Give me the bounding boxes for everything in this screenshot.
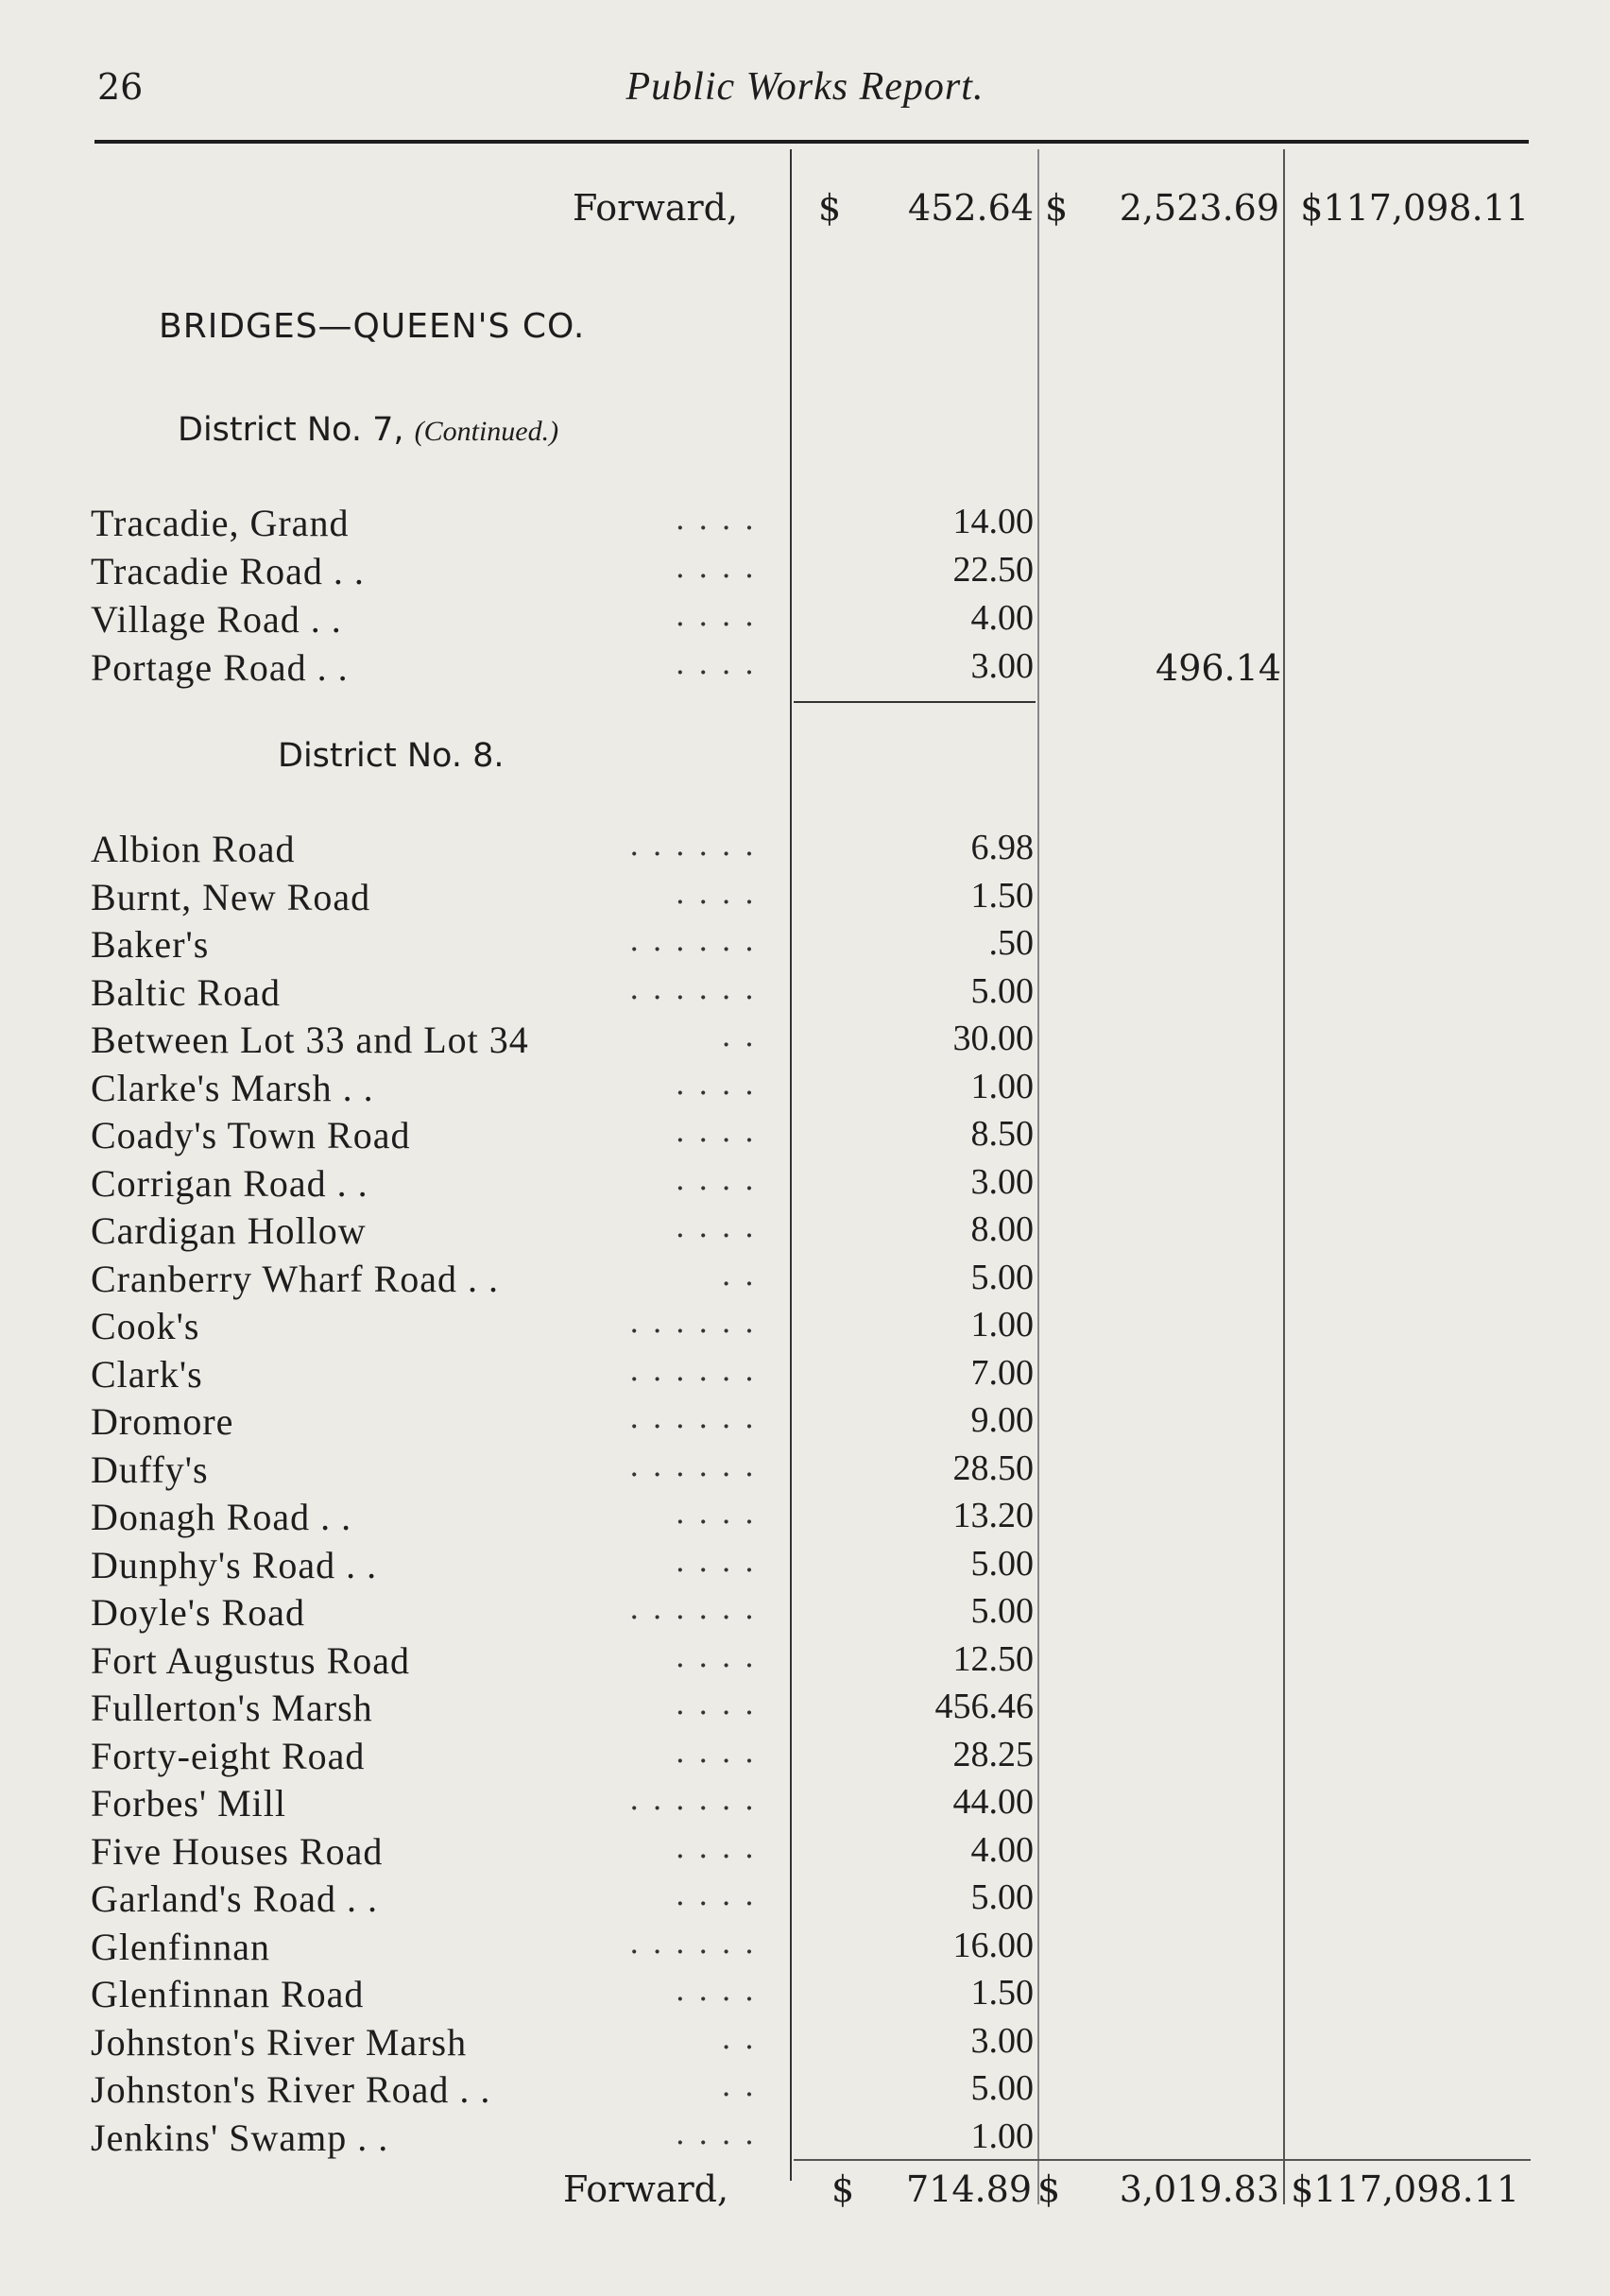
item-amount: 3.00 <box>970 646 1034 686</box>
item-amount: 30.00 <box>952 1019 1034 1058</box>
item-amount: 28.50 <box>952 1448 1034 1488</box>
item-name: Cardigan Hollow <box>91 1209 367 1252</box>
leader-dots: . . . . <box>675 1065 756 1102</box>
forward-col2-value: 2,523.69 <box>1119 187 1279 229</box>
item-amount: 1.00 <box>970 1305 1034 1345</box>
ledger-row <box>0 1018 1610 1065</box>
item-name: Village Road . . <box>91 598 342 641</box>
item-name: Albion Road <box>91 828 296 870</box>
leader-dots: . . . . . . <box>629 827 756 863</box>
ledger-row <box>0 645 1610 693</box>
item-amount: 5.00 <box>970 2068 1034 2108</box>
leader-dots: . . . . . . <box>629 1304 756 1340</box>
ledger-row <box>0 875 1610 922</box>
item-amount: 5.00 <box>970 1257 1034 1297</box>
leader-dots: . . . . <box>675 1495 756 1531</box>
ledger-row <box>0 827 1610 874</box>
item-amount: 1.00 <box>970 2116 1034 2156</box>
running-title: Public Works Report. <box>625 65 985 109</box>
item-name: Donagh Road . . <box>91 1496 352 1538</box>
leader-dots: . . . . <box>675 1828 756 1865</box>
leader-dots: . . . . . . <box>629 969 756 1006</box>
item-name: Baker's <box>91 923 210 966</box>
forward-col1-value: 452.64 <box>908 187 1034 229</box>
item-amount: 3.00 <box>970 1161 1034 1202</box>
leader-dots: . . . . <box>675 1733 756 1770</box>
item-amount: 1.00 <box>970 1066 1034 1106</box>
leader-dots: . . . . <box>675 1208 756 1244</box>
ledger-row <box>0 597 1610 644</box>
item-amount: 1.50 <box>970 875 1034 916</box>
item-name: Fort Augustus Road <box>91 1638 411 1682</box>
leader-dots: . . . . <box>675 501 756 537</box>
leader-dots: . . . . <box>675 1113 756 1149</box>
leader-dots: . . . . <box>675 1972 756 2008</box>
item-name: Baltic Road <box>91 970 281 1014</box>
item-name: Five Houses Road <box>91 1829 384 1873</box>
ledger-row <box>0 501 1610 548</box>
leader-dots: . . . . <box>675 1637 756 1674</box>
leader-dots: . . . . <box>675 1876 756 1912</box>
district-7-sum-rule <box>794 701 1036 703</box>
ledger-row <box>0 1352 1610 1399</box>
ledger-row <box>0 1304 1610 1351</box>
ledger-row <box>0 1543 1610 1590</box>
item-amount: 14.00 <box>952 502 1034 541</box>
item-amount: 5.00 <box>970 1543 1034 1584</box>
item-amount: 3.00 <box>970 2020 1034 2061</box>
ledger-row <box>0 1686 1610 1733</box>
item-name: Portage Road . . <box>91 646 349 689</box>
item-amount: 6.98 <box>970 828 1034 867</box>
leader-dots: . . . . <box>675 645 756 681</box>
item-name: Doyle's Road <box>91 1591 305 1634</box>
ledger-row <box>0 1399 1610 1447</box>
item-amount: 44.00 <box>952 1782 1034 1822</box>
leader-dots: . . <box>721 2019 756 2056</box>
item-name: Glenfinnan <box>91 1925 270 1968</box>
ledger-row <box>0 1590 1610 1637</box>
item-name: Clark's <box>91 1352 203 1396</box>
item-name: Garland's Road . . <box>91 1877 379 1920</box>
ledger-row <box>0 1257 1610 1304</box>
item-amount: 8.00 <box>970 1209 1034 1249</box>
item-amount: 1.50 <box>970 1973 1034 2013</box>
item-amount: 7.00 <box>970 1352 1034 1393</box>
ledger-row <box>0 1876 1610 1924</box>
item-amount: .50 <box>988 923 1034 963</box>
leader-dots: . . . . . . <box>629 1590 756 1626</box>
leader-dots: . . . . <box>675 1160 756 1197</box>
item-amount: 13.20 <box>952 1496 1034 1535</box>
section-heading: BRIDGES—QUEEN'S CO. <box>159 307 586 346</box>
bottom-rule <box>794 2159 1531 2161</box>
leader-dots: . . . . <box>675 549 756 585</box>
ledger-row <box>0 1734 1610 1781</box>
ledger-row <box>0 970 1610 1018</box>
item-amount: 8.50 <box>970 1114 1034 1154</box>
ledger-row <box>0 1638 1610 1686</box>
continued-note: (Continued.) <box>414 416 559 447</box>
item-name: Glenfinnan Road <box>91 1973 365 2015</box>
page-number: 26 <box>97 66 144 108</box>
ledger-row <box>0 1113 1610 1160</box>
item-amount: 12.50 <box>952 1638 1034 1679</box>
ledger-row <box>0 1829 1610 1876</box>
forward-label: Forward, <box>573 187 739 229</box>
item-name: Forty-eight Road <box>91 1734 366 1777</box>
item-name: Burnt, New Road <box>91 875 371 918</box>
item-name: Clarke's Marsh . . <box>91 1066 374 1109</box>
ledger-row <box>0 549 1610 596</box>
item-name: Jenkins' Swamp . . <box>91 2116 389 2159</box>
leader-dots: . . . . . . <box>629 1924 756 1961</box>
forward-col2-currency: $ <box>1045 187 1069 229</box>
leader-dots: . . <box>721 1256 756 1293</box>
item-name: Dunphy's Road . . <box>91 1543 378 1586</box>
item-name: Tracadie, Grand <box>91 502 350 544</box>
item-amount: 5.00 <box>970 1591 1034 1631</box>
forward-bottom-col1-value: 714.89 <box>906 2168 1032 2210</box>
item-name: Cranberry Wharf Road . . <box>91 1257 500 1300</box>
leader-dots: . . . . <box>675 874 756 911</box>
ledger-row <box>0 2020 1610 2067</box>
item-amount: 28.25 <box>952 1734 1034 1774</box>
item-amount: 456.46 <box>934 1687 1034 1726</box>
ledger-row <box>0 1066 1610 1113</box>
district-7-label: District No. 7, <box>178 411 404 449</box>
ledger-row <box>0 922 1610 969</box>
item-amount: 9.00 <box>970 1400 1034 1440</box>
item-amount: 16.00 <box>952 1925 1034 1965</box>
item-name: Fullerton's Marsh <box>91 1687 373 1729</box>
item-amount: 5.00 <box>970 970 1034 1011</box>
forward-col1-currency: $ <box>818 187 842 229</box>
ledger-row <box>0 1161 1610 1208</box>
district-8-title: District No. 8. <box>278 737 505 775</box>
ledger-row <box>0 2067 1610 2115</box>
ledger-row <box>0 2116 1610 2163</box>
leader-dots: . . . . <box>675 2115 756 2151</box>
leader-dots: . . . . <box>675 1542 756 1579</box>
item-name: Between Lot 33 and Lot 34 <box>91 1019 529 1061</box>
forward-col3-value: $117,098.11 <box>1300 187 1529 229</box>
ledger-row <box>0 1925 1610 1972</box>
item-name: Duffy's <box>91 1448 209 1491</box>
item-amount: 4.00 <box>970 1829 1034 1870</box>
header-rule <box>94 140 1529 144</box>
item-name: Tracadie Road . . <box>91 550 365 592</box>
forward-bottom-col1-currency: $ <box>831 2168 855 2210</box>
leader-dots: . . <box>721 1018 756 1054</box>
item-name: Johnston's River Road . . <box>91 2068 491 2111</box>
forward-bottom-col2-currency: $ <box>1037 2168 1061 2210</box>
item-amount: 5.00 <box>970 1877 1034 1917</box>
ledger-row <box>0 1208 1610 1256</box>
ledger-row <box>0 1972 1610 2019</box>
ledger-row <box>0 1448 1610 1495</box>
item-name: Corrigan Road . . <box>91 1161 368 1205</box>
leader-dots: . . . . <box>675 597 756 633</box>
leader-dots: . . . . <box>675 1686 756 1722</box>
item-name: Cook's <box>91 1305 200 1347</box>
leader-dots: . . . . . . <box>629 1351 756 1388</box>
district-7-subtotal: 496.14 <box>1156 647 1281 689</box>
leader-dots: . . <box>721 2067 756 2103</box>
leader-dots: . . . . . . <box>629 1399 756 1435</box>
leader-dots: . . . . . . <box>629 922 756 958</box>
item-amount: 4.00 <box>970 598 1034 638</box>
ledger-row <box>0 1495 1610 1542</box>
ledger-row <box>0 1781 1610 1828</box>
forward-bottom-col2-value: 3,019.83 <box>1119 2168 1279 2210</box>
leader-dots: . . . . . . <box>629 1447 756 1483</box>
item-name: Johnston's River Marsh <box>91 2020 468 2064</box>
forward-label-bottom: Forward, <box>563 2168 729 2210</box>
forward-bottom-col3-value: $117,098.11 <box>1291 2168 1519 2210</box>
item-name: Forbes' Mill <box>91 1782 286 1825</box>
item-name: Coady's Town Road <box>91 1114 411 1157</box>
item-amount: 22.50 <box>952 550 1034 590</box>
district-7-title <box>178 411 558 449</box>
item-name: Dromore <box>91 1400 234 1443</box>
leader-dots: . . . . . . <box>629 1781 756 1817</box>
